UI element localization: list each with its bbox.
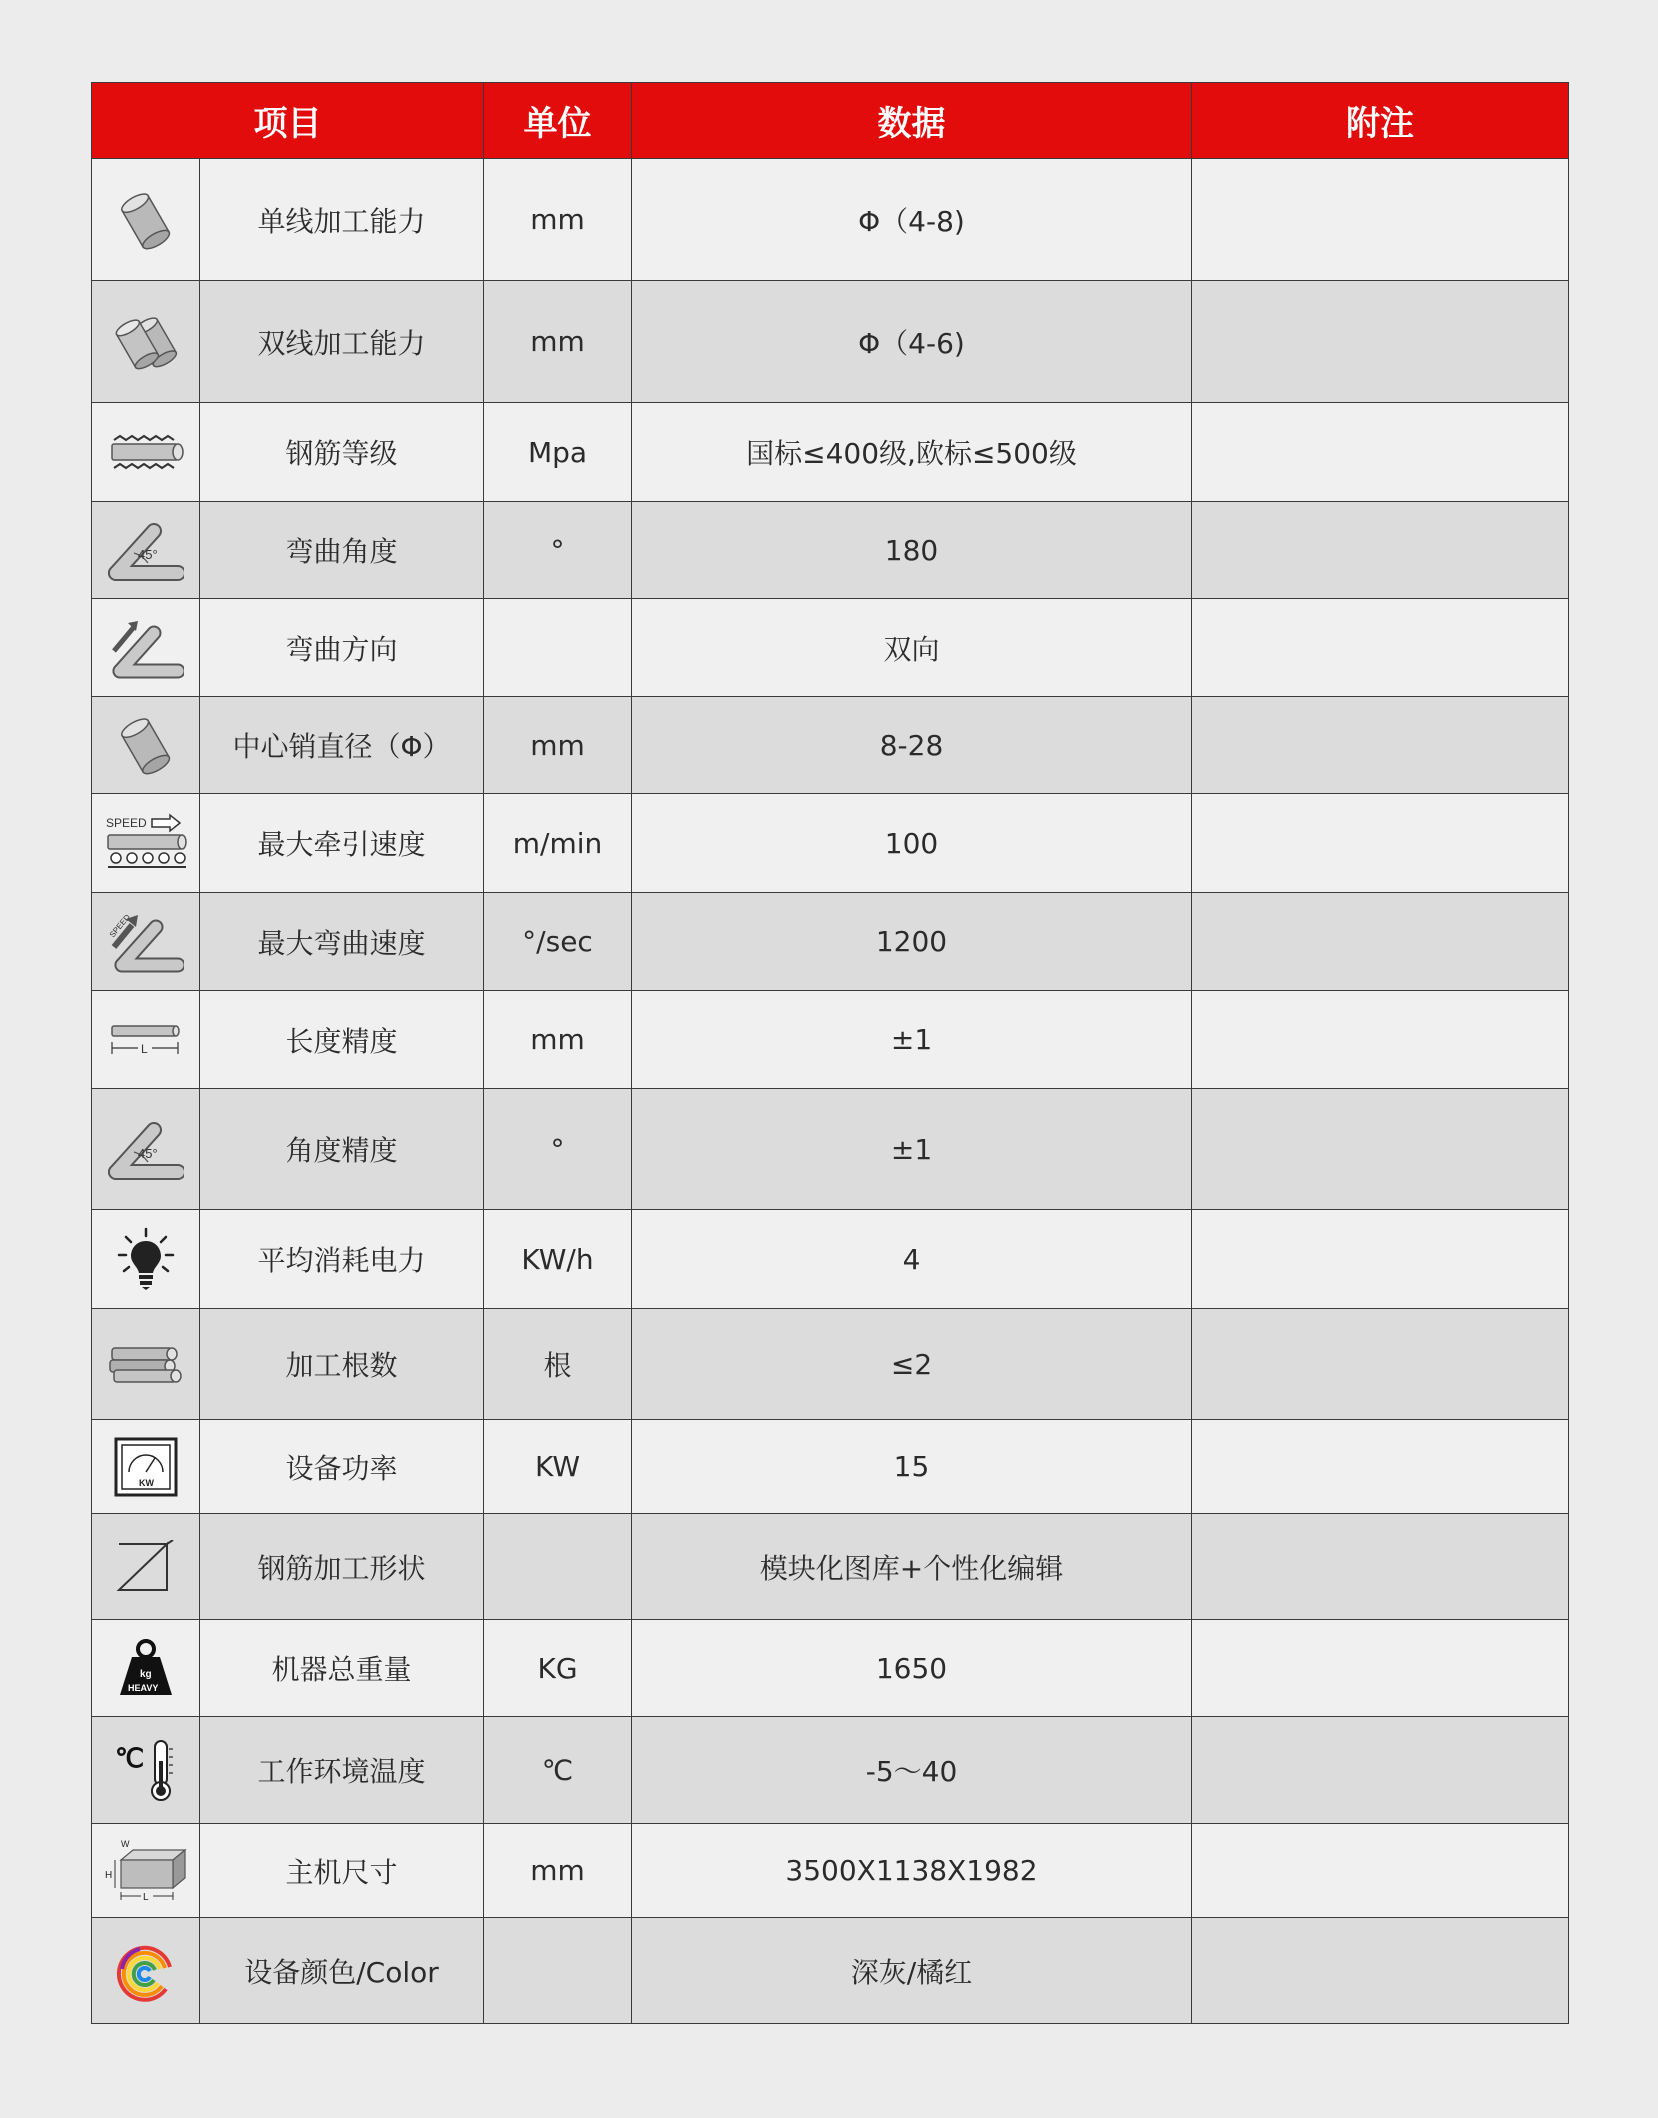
item-value: Φ（4-8): [632, 159, 1192, 281]
table-row: [92, 1717, 1569, 1824]
table-row: [92, 502, 1569, 599]
bend-direction-icon: [108, 615, 184, 681]
item-name: 最大牵引速度: [200, 794, 484, 893]
table-row: [92, 159, 1569, 281]
header-row: [92, 83, 1569, 159]
bulb-icon: [116, 1227, 176, 1291]
table-row: [92, 1210, 1569, 1309]
item-note: [1192, 403, 1569, 502]
item-name: 加工根数: [200, 1309, 484, 1420]
dim-w-label: W: [120, 1838, 129, 1849]
item-value: 4: [632, 1210, 1192, 1309]
item-name: 最大弯曲速度: [200, 893, 484, 991]
item-note: [1192, 1420, 1569, 1514]
length-label: L: [140, 1041, 148, 1056]
header-note: 附注: [1192, 83, 1569, 159]
table-row: [92, 697, 1569, 794]
icon-cell: [92, 794, 200, 893]
item-note: [1192, 893, 1569, 991]
item-name: 长度精度: [200, 991, 484, 1089]
item-name: 机器总重量: [200, 1620, 484, 1717]
dimension-box-icon: [103, 1838, 189, 1904]
item-value: Φ（4-6): [632, 281, 1192, 403]
item-note: [1192, 697, 1569, 794]
item-note: [1192, 991, 1569, 1089]
item-unit: ℃: [484, 1717, 632, 1824]
item-value: 双向: [632, 599, 1192, 697]
icon-cell: [92, 1717, 200, 1824]
item-unit: [484, 599, 632, 697]
item-note: [1192, 1918, 1569, 2024]
item-name: 主机尺寸: [200, 1824, 484, 1918]
item-name: 弯曲方向: [200, 599, 484, 697]
table-row: [92, 1089, 1569, 1210]
item-unit: KW: [484, 1420, 632, 1514]
item-unit: [484, 1918, 632, 2024]
item-value: ±1: [632, 1089, 1192, 1210]
table-row: [92, 1420, 1569, 1514]
item-note: [1192, 281, 1569, 403]
header-unit: 单位: [484, 83, 632, 159]
icon-cell: [92, 281, 200, 403]
item-unit: 根: [484, 1309, 632, 1420]
rebar-grade-icon: [106, 430, 186, 474]
icon-cell: [92, 1824, 200, 1918]
bend-speed-icon: [108, 909, 184, 975]
item-value: 深灰/橘红: [632, 1918, 1192, 2024]
item-unit: °: [484, 1089, 632, 1210]
color-wheel-icon: [114, 1939, 178, 2003]
item-value: 8-28: [632, 697, 1192, 794]
item-name: 钢筋加工形状: [200, 1514, 484, 1620]
table-row: [92, 1309, 1569, 1420]
item-note: [1192, 502, 1569, 599]
table-row: [92, 991, 1569, 1089]
icon-cell: [92, 697, 200, 794]
item-value: 15: [632, 1420, 1192, 1514]
item-name: 设备颜色/Color: [200, 1918, 484, 2024]
item-unit: mm: [484, 281, 632, 403]
item-note: [1192, 1824, 1569, 1918]
item-value: ±1: [632, 991, 1192, 1089]
icon-cell: [92, 1420, 200, 1514]
table-row: [92, 893, 1569, 991]
bend-speed-label: SPEED: [107, 912, 132, 939]
item-note: [1192, 1514, 1569, 1620]
table-row: [92, 281, 1569, 403]
item-note: [1192, 1210, 1569, 1309]
icon-cell: [92, 159, 200, 281]
item-value: 3500X1138X1982: [632, 1824, 1192, 1918]
item-unit: °: [484, 502, 632, 599]
icon-cell: [92, 1514, 200, 1620]
item-unit: mm: [484, 697, 632, 794]
angle-precision-label: 45°: [137, 1146, 158, 1161]
item-value: 模块化图库+个性化编辑: [632, 1514, 1192, 1620]
item-name: 钢筋等级: [200, 403, 484, 502]
icon-cell: [92, 1309, 200, 1420]
item-unit: Mpa: [484, 403, 632, 502]
item-unit: KG: [484, 1620, 632, 1717]
item-value: 国标≤400级,欧标≤500级: [632, 403, 1192, 502]
table-row: [92, 1918, 1569, 2024]
table-row: [92, 1824, 1569, 1918]
item-note: [1192, 1620, 1569, 1717]
table-row: [92, 794, 1569, 893]
item-unit: mm: [484, 1824, 632, 1918]
item-unit: m/min: [484, 794, 632, 893]
item-name: 弯曲角度: [200, 502, 484, 599]
thermo-label: ℃: [114, 1743, 144, 1773]
table-row: [92, 403, 1569, 502]
double-rod-icon: [110, 310, 182, 374]
table-row: [92, 1514, 1569, 1620]
center-pin-icon: [116, 713, 176, 777]
header-data: 数据: [632, 83, 1192, 159]
icon-cell: [92, 403, 200, 502]
item-note: [1192, 1717, 1569, 1824]
item-note: [1192, 794, 1569, 893]
traction-speed-icon: [104, 813, 188, 873]
icon-cell: [92, 1210, 200, 1309]
spec-table: [91, 82, 1569, 2024]
icon-cell: [92, 893, 200, 991]
icon-cell: [92, 1918, 200, 2024]
angle-precision-icon: [108, 1116, 184, 1182]
item-value: -5～40: [632, 1717, 1192, 1824]
table-row: [92, 599, 1569, 697]
item-unit: [484, 1514, 632, 1620]
icon-cell: [92, 502, 200, 599]
icon-cell: [92, 991, 200, 1089]
icon-cell: [92, 1620, 200, 1717]
power-meter-icon: [113, 1436, 179, 1498]
bend-angle-label: 45°: [137, 547, 158, 562]
item-name: 设备功率: [200, 1420, 484, 1514]
item-note: [1192, 1089, 1569, 1210]
item-name: 工作环境温度: [200, 1717, 484, 1824]
item-value: ≤2: [632, 1309, 1192, 1420]
item-value: 1650: [632, 1620, 1192, 1717]
single-rod-icon: [116, 188, 176, 252]
item-name: 单线加工能力: [200, 159, 484, 281]
traction-speed-label: SPEED: [105, 816, 147, 830]
power-meter-label: KW: [138, 1477, 154, 1488]
dim-l-label: L: [142, 1891, 149, 1903]
item-value: 180: [632, 502, 1192, 599]
icon-cell: [92, 599, 200, 697]
item-unit: KW/h: [484, 1210, 632, 1309]
weight-heavy-label: HEAVY: [127, 1683, 158, 1693]
item-name: 中心销直径（Φ）: [200, 697, 484, 794]
item-value: 1200: [632, 893, 1192, 991]
bend-angle-icon: [108, 517, 184, 583]
length-precision-icon: [108, 1020, 184, 1060]
item-unit: mm: [484, 159, 632, 281]
item-note: [1192, 599, 1569, 697]
item-value: 100: [632, 794, 1192, 893]
item-unit: °/sec: [484, 893, 632, 991]
thermometer-icon: [113, 1737, 179, 1803]
header-item: 项目: [92, 83, 484, 159]
item-note: [1192, 1309, 1569, 1420]
dim-h-label: H: [104, 1869, 112, 1881]
icon-cell: [92, 1089, 200, 1210]
item-note: [1192, 159, 1569, 281]
item-name: 双线加工能力: [200, 281, 484, 403]
table-row: [92, 1620, 1569, 1717]
weight-unit-label: kg: [139, 1669, 152, 1680]
item-name: 平均消耗电力: [200, 1210, 484, 1309]
weight-icon: [116, 1637, 176, 1699]
rod-bundle-icon: [106, 1342, 186, 1386]
shape-icon: [115, 1540, 177, 1594]
item-unit: mm: [484, 991, 632, 1089]
item-name: 角度精度: [200, 1089, 484, 1210]
